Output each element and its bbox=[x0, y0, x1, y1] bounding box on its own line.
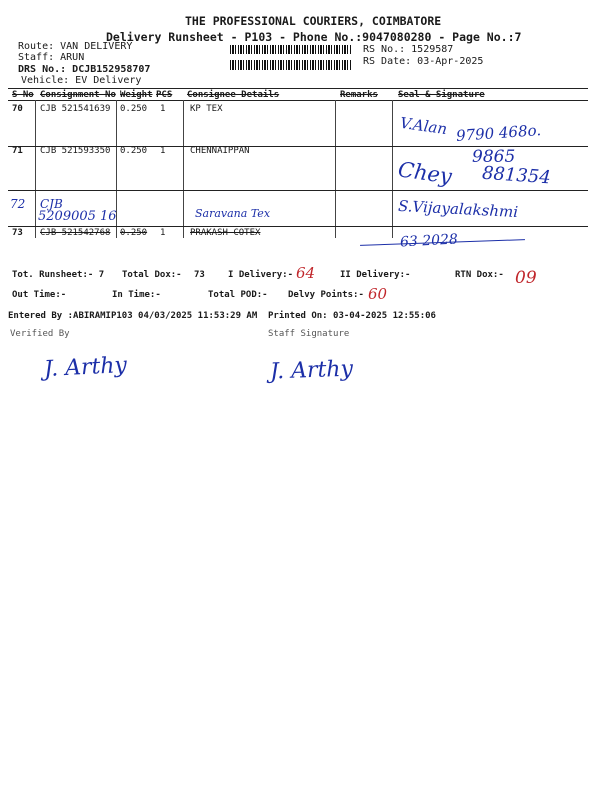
row-71-signature: Chey bbox=[396, 157, 454, 189]
col-pcs: PCS bbox=[156, 90, 173, 100]
total-dox-value: 73 bbox=[194, 270, 205, 280]
verified-signature: J. Arthy bbox=[43, 352, 128, 383]
row-72-cjb: CJB bbox=[40, 197, 63, 211]
row-73-consignee: PRAKASH COTEX bbox=[190, 228, 261, 238]
row-70-weight: 0.250 bbox=[120, 104, 148, 114]
row-rule bbox=[8, 190, 588, 191]
staff-signature: J. Arthy bbox=[269, 356, 354, 385]
tot-runsheet: Tot. Runsheet:- 7 bbox=[12, 270, 105, 280]
table-header-rule bbox=[8, 100, 588, 101]
col-consignee: Consignee Details bbox=[187, 90, 280, 100]
col-divider bbox=[183, 100, 184, 238]
row-71-pcs: 1 bbox=[160, 146, 166, 156]
row-71-sno: 71 bbox=[12, 146, 23, 156]
row-70-consignment: CJB 521541639 bbox=[40, 104, 111, 114]
row-70-signature: V.Alan bbox=[398, 113, 449, 139]
drs-number: DRS No.: DCJB152958707 bbox=[18, 64, 151, 75]
row-72-consignment: 5209005 16 bbox=[38, 209, 117, 224]
col-divider bbox=[335, 100, 336, 238]
out-time-label: Out Time:- bbox=[12, 290, 67, 300]
row-73-pcs: 1 bbox=[160, 228, 166, 238]
delvy-points-value: 60 bbox=[368, 285, 388, 303]
col-seal: Seal & Signature bbox=[398, 90, 485, 100]
row-71-phone-b: 881354 bbox=[481, 162, 552, 189]
total-dox-label: Total Dox:- bbox=[122, 270, 182, 280]
row-71-phone-a: 9865 bbox=[472, 147, 516, 167]
col-remarks: Remarks bbox=[340, 90, 378, 100]
barcode-top bbox=[230, 45, 352, 54]
route-label: Route: VAN DELIVERY bbox=[18, 41, 133, 52]
row-rule bbox=[8, 226, 588, 227]
row-73-sno: 73 bbox=[12, 228, 23, 238]
delvy-points-label: Delvy Points:- bbox=[288, 290, 364, 300]
rs-date: RS Date: 03-Apr-2025 bbox=[363, 56, 484, 67]
runsheet-title: Delivery Runsheet - P103 - Phone No.:9047080280 - Page No.:7 bbox=[106, 30, 522, 44]
col-consignment: Consignment No bbox=[40, 90, 116, 100]
staff-label: Staff: ARUN bbox=[18, 52, 85, 63]
barcode-bottom bbox=[230, 60, 352, 70]
verified-by-label: Verified By bbox=[10, 329, 70, 339]
row-71-weight: 0.250 bbox=[120, 146, 148, 156]
in-time-label: In Time:- bbox=[112, 290, 161, 300]
col-divider bbox=[35, 100, 36, 238]
staff-signature-label: Staff Signature bbox=[268, 329, 350, 339]
ii-delivery-label: II Delivery:- bbox=[340, 270, 411, 280]
i-delivery-value: 64 bbox=[296, 264, 316, 282]
row-70-phone: 9790 468o. bbox=[455, 121, 542, 145]
col-sno: S No bbox=[12, 90, 34, 100]
i-delivery-label: I Delivery:- bbox=[228, 270, 294, 280]
row-70-consignee: KP TEX bbox=[190, 104, 223, 114]
row-73-consignment: CJB 521542768 bbox=[40, 228, 111, 238]
row-70-pcs: 1 bbox=[160, 104, 166, 114]
row-72-signature: S.Vijayalakshmi bbox=[397, 196, 519, 222]
printed-on: Printed On: 03-04-2025 12:55:06 bbox=[268, 311, 436, 321]
row-70-sno: 70 bbox=[12, 104, 23, 114]
vehicle-label: Vehicle: EV Delivery bbox=[21, 75, 142, 86]
col-weight: Weight bbox=[120, 90, 153, 100]
row-72-sno: 72 bbox=[10, 197, 26, 211]
row-71-consignment: CJB 521593350 bbox=[40, 146, 111, 156]
rs-number: RS No.: 1529587 bbox=[363, 44, 454, 55]
entered-by: Entered By :ABIRAMIP103 04/03/2025 11:53:29 AM bbox=[8, 311, 258, 321]
row-73-signature: 63 2028 bbox=[399, 231, 459, 251]
total-pod-label: Total POD:- bbox=[208, 290, 268, 300]
col-divider bbox=[392, 100, 393, 238]
company-title: THE PROFESSIONAL COURIERS, COIMBATORE bbox=[185, 14, 442, 28]
rtn-dox-value: 09 bbox=[515, 268, 537, 288]
row-71-consignee: CHENNAIPPAN bbox=[190, 146, 250, 156]
row-72-consignee: Saravana Tex bbox=[195, 207, 271, 220]
rtn-dox-label: RTN Dox:- bbox=[455, 270, 504, 280]
row-73-weight: 0.250 bbox=[120, 228, 148, 238]
table-top-rule bbox=[8, 88, 588, 89]
